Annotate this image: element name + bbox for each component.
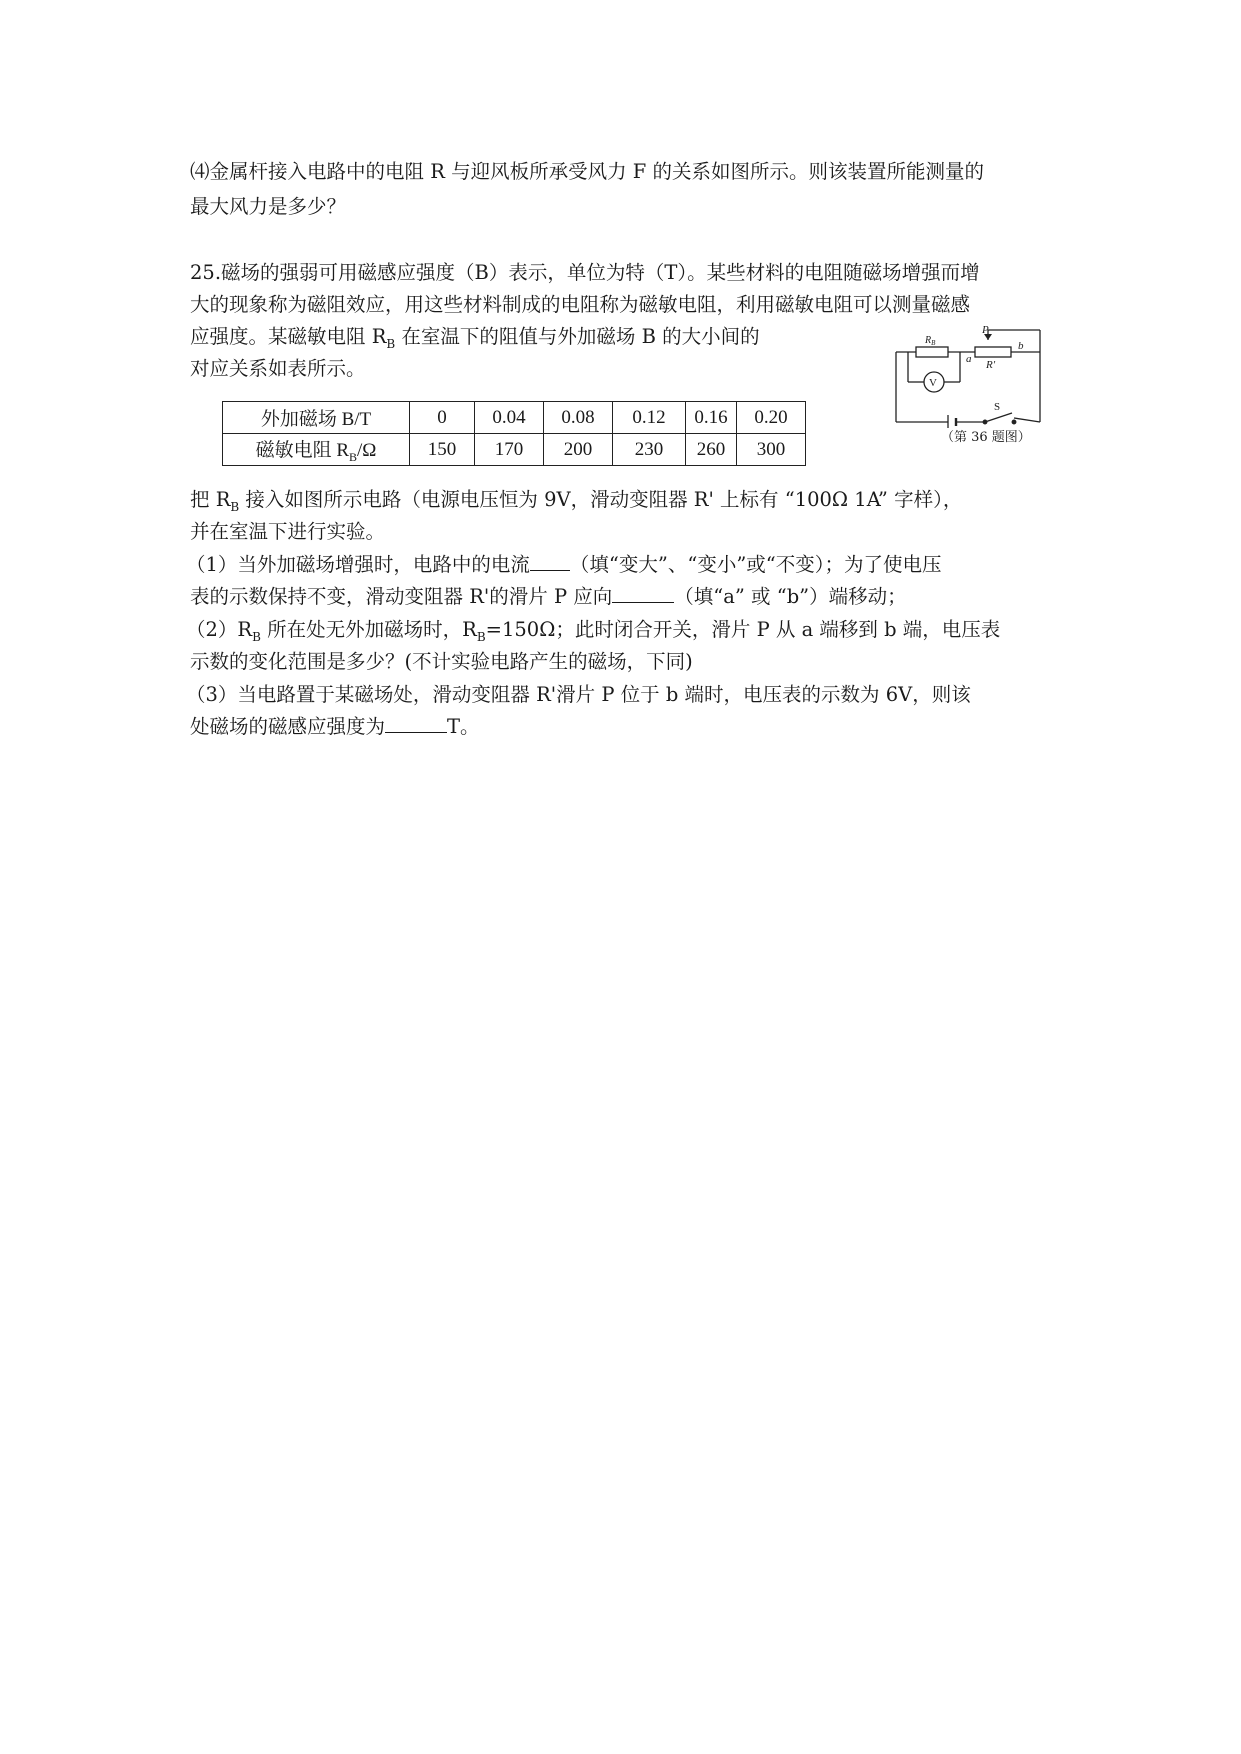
label-rb: $R_B$ xyxy=(925,335,936,347)
label-r-prime: R′ xyxy=(986,359,996,371)
wire-bottom-right xyxy=(1014,418,1040,422)
table-cell: 0.08 xyxy=(544,402,613,434)
table-header-label: 外加磁场 B/T xyxy=(223,402,410,434)
q25-intro-line-1: 25.磁场的强弱可用磁感应强度（B）表示，单位为特（T）。某些材料的电阻随磁场增强而增 xyxy=(190,261,980,284)
table-cell: 0.20 xyxy=(737,402,806,434)
magnetoresistance-table xyxy=(222,401,806,466)
q25-sub1-line-1: （1）当外加磁场增强时，电路中的电流 （填“变大”、“变小”或“不变）；为了使电压 xyxy=(186,553,942,576)
switch-icon xyxy=(985,413,1012,422)
answer-blank[interactable] xyxy=(530,552,570,571)
rheostat xyxy=(975,347,1011,357)
table-cell: 0.04 xyxy=(475,402,544,434)
q25-intro-line-2: 大的现象称为磁阻效应，用这些材料制成的电阻称为磁敏电阻，利用磁敏电阻可以测量磁感 xyxy=(190,293,971,316)
q25-sub2-line-2: 示数的变化范围是多少？(不计实验电路产生的磁场，下同) xyxy=(190,650,693,673)
answer-blank[interactable] xyxy=(385,714,447,733)
table-cell: 260 xyxy=(686,434,737,466)
resistor-rb xyxy=(916,347,948,357)
table-cell: 0 xyxy=(410,402,475,434)
q25-para-line-2: 并在室温下进行实验。 xyxy=(190,520,386,543)
figure-caption: （第 36 题图） xyxy=(941,430,1031,445)
q25-sub3-line-2: 处磁场的磁感应强度为 T。 xyxy=(190,715,480,738)
label-p: P xyxy=(982,326,989,336)
label-s: S xyxy=(994,401,1001,413)
q24-line-2: 最大风力是多少？ xyxy=(190,195,347,218)
label-b: b xyxy=(1018,340,1024,352)
table-row xyxy=(223,434,806,466)
circuit-diagram xyxy=(888,326,1048,428)
q25-sub3-line-1: （3）当电路置于某磁场处，滑动变阻器 R'滑片 P 位于 b 端时，电压表的示数为 6V，则该 xyxy=(186,683,971,706)
table-cell: 300 xyxy=(737,434,806,466)
table-cell: 230 xyxy=(613,434,686,466)
answer-blank[interactable] xyxy=(612,584,674,603)
q25-sub2-line-1: $(2)R_B$ 所在处无外加磁场时，$R_B=150\Omega$；此时闭合开关，滑片 P 从 a 端移到 b 端，电压表 xyxy=(186,618,1001,644)
q25-intro-line-3: 应强度。某磁敏电阻 $R_B$ 在室温下的阻值与外加磁场 B 的大小间的 xyxy=(190,325,760,351)
q25-para-line-1: 把 $R_B$ 接入如图所示电路（电源电压恒为 9V，滑动变阻器 R' 上标有 “100Ω 1A” 字样）， xyxy=(190,488,963,514)
table-cell: 200 xyxy=(544,434,613,466)
table-cell: 150 xyxy=(410,434,475,466)
q25-sub1-line-2: 表的示数保持不变，滑动变阻器 R'的滑片 P 应向 （填“a” 或 “b”）端移动； xyxy=(190,585,907,608)
table-cell: 170 xyxy=(475,434,544,466)
label-v: V xyxy=(929,377,937,389)
label-a: a xyxy=(966,353,972,365)
table-row-label: 磁敏电阻 $R_B/\Omega$ xyxy=(223,434,410,466)
table-row xyxy=(223,402,806,434)
q25-intro-line-4: 对应关系如表所示。 xyxy=(190,357,366,380)
table-cell: 0.12 xyxy=(613,402,686,434)
q24-line-1: ⑷金属杆接入电路中的电阻 R 与迎风板所承受风力 F 的关系如图所示。则该装置所能测量的 xyxy=(190,160,985,183)
table-cell: 0.16 xyxy=(686,402,737,434)
